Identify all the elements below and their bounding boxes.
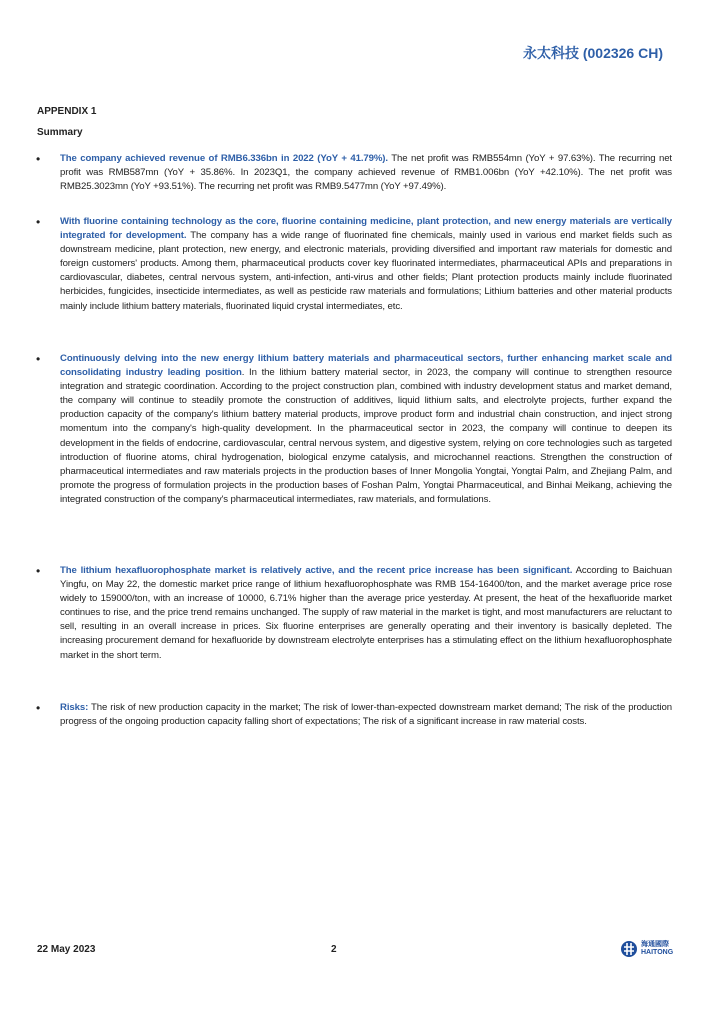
bullet-lead: Continuously delving into the new energy lithium battery materials and pharmaceutical sectors, further enhancing market scale and consolidating industry leading position bbox=[60, 353, 672, 379]
footer-date: 22 May 2023 bbox=[37, 944, 96, 955]
bullet-lead: Risks: bbox=[60, 702, 89, 713]
bullet-body: . In the lithium battery material sector, in 2023, the company will continue to strengthen resource integration and strategic coordination. According to the project construction plan, combined with industry development status and market demand, the company will continue to steadily promote the construction of additives, liquid lithium salts, and electrolyte projects, further expand the production capacity of the company's lithium battery material products, improve product form and industrial chain construction, and inject strong momentum into the company's high-quality development. In the pharmaceutical sector in 2023, the company will continue to deepen its development in the fields of endocrine, cardiovascular, central nervous system, and digestive system, relying on core technologies such as targeted introduction of fluorine atoms, chiral hydrogenation, biological enzyme catalysis, and microchannel reactions. Strengthen the construction of pharmaceutical intermediates and raw materials projects in the production bases of Inner Mongolia Yongtai, Yongtai Palm, and Zhejiang Palm, and promote the progress of formulation projects in the production bases of Foshan Palm, Yongtai Pharmaceutical, and Binhai Meikang, achieving the integrated construction of the company's pharmaceutical intermediates, raw materials, and formulations. bbox=[60, 367, 672, 505]
report-title: 永太科技 (002326 CH) bbox=[522, 45, 663, 61]
page-number: 2 bbox=[331, 944, 337, 955]
logo-en-text: HAITONG bbox=[641, 949, 674, 956]
bullet-icon: • bbox=[36, 152, 41, 166]
summary-bullet bbox=[36, 701, 672, 729]
summary-bullet bbox=[36, 152, 672, 194]
section-heading: Summary bbox=[37, 127, 83, 138]
bullet-body: The company has a wide range of fluorinated fine chemicals, mainly used in various end market fields such as downstream medicine, plant protection, new energy, and electronic materials, providing diversified and important raw materials for domestic and foreign customers' products. Among them, pharmaceutical products cover key fluorinated intermediates, pharmaceutical APIs and preparations in cardiovascular, diabetes, central nervous system, anti-infection, anti-virus and other fields; Plant protection products mainly include fluorinated herbicides, fungicides, insecticide intermediates, as well as pesticide raw materials and formulations; Lithium batteries and other material products mainly include lithium battery materials, fluorinated liquid crystal intermediates, etc. bbox=[60, 230, 673, 312]
bullet-lead: With fluorine containing technology as the core, fluorine containing medicine, plant protection, and new energy materials are vertically integrated for development. bbox=[60, 216, 672, 242]
haitong-logo bbox=[620, 940, 673, 958]
bullet-body: According to Baichuan Yingfu, on May 22, the domestic market price range of lithium hexafluorophosphate was RMB 154-16400/ton, and the market average price rose widely to 159000/ton, with an increase of 10000, 6.71% higher than the average price yesterday. At present, the heat of the hexafluoride market continues to rise, and the price trend remains unchanged. The supply of raw material in the market is tight, and most manufacturers are reluctant to sell, resulting in an overall increase in prices. Six fluorine enterprises are generally operating and their inventory is basically depleted. The increasing procurement demand for hexafluoride by downstream electrolyte enterprises has a stimulating effect on the lithium hexafluorophosphate market in the short term. bbox=[60, 565, 672, 661]
bullet-icon: • bbox=[36, 701, 41, 715]
summary-bullet bbox=[36, 215, 673, 314]
bullet-lead: The lithium hexafluorophosphate market is relatively active, and the recent price increase has been significant. bbox=[60, 565, 573, 576]
summary-bullet bbox=[36, 352, 672, 507]
summary-bullet bbox=[36, 564, 672, 663]
haitong-logo-icon bbox=[620, 940, 638, 958]
bullet-icon: • bbox=[36, 564, 41, 578]
bullet-body: The risk of new production capacity in the market; The risk of lower-than-expected downstream market demand; The risk of the production progress of the ongoing production capacity falling short of expectations; The risk of a significant increase in raw material costs. bbox=[60, 702, 672, 728]
bullet-body: The net profit was RMB554mn (YoY + 97.63%). The recurring net profit was RMB587mn (YoY + 35.86%. In 2023Q1, the company achieved revenue of RMB1.006bn (YoY +42.10%). The net profit was RMB25.3023mn (YoY +93.51%). The recurring net profit was RMB9.5477mn (YoY +97.49%). bbox=[60, 153, 672, 193]
bullet-icon: • bbox=[36, 352, 41, 366]
bullet-lead: The company achieved revenue of RMB6.336bn in 2022 (YoY + 41.79%). bbox=[60, 153, 388, 164]
bullet-icon: • bbox=[36, 215, 41, 229]
appendix-heading: APPENDIX 1 bbox=[37, 106, 97, 117]
logo-cn-text: 海通國際 bbox=[641, 941, 669, 948]
